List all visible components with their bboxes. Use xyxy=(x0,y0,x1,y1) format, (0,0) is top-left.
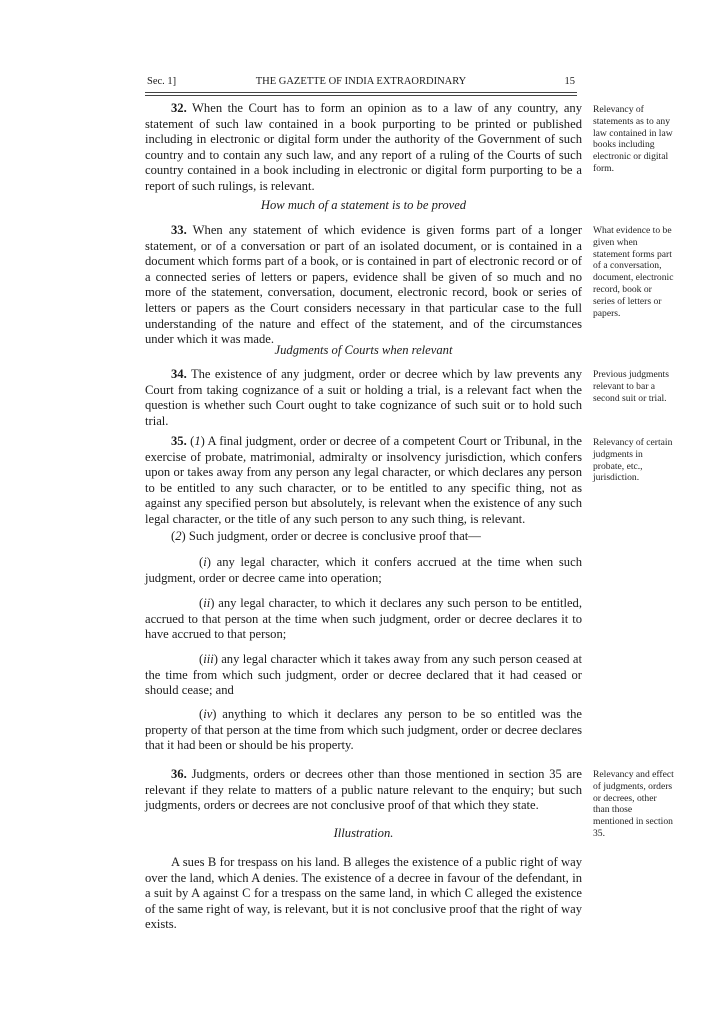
section-35: 35. (1) A final judgment, order or decree of a competent Court or Tribunal, in the exercise of probate, matrimonial, admiralty or insolvency jurisdiction, which confers upon or takes away from any person any legal character, or which declares any person to be entitled to any such character, or to be entitled to any specific thing, not as against any specified person but absolutely, is relevant when the existence of any such legal character, or the title of any such person to any such thing, is relevant. xyxy=(145,434,582,526)
section-34 xyxy=(145,367,582,429)
section-text: The existence of any judgment, order or decree which by law prevents any Court from taking cognizance of a suit or holding a trial, is a relevant fact when the question is whether such Court ought to take cognizance of such suit or to hold such trial. xyxy=(145,367,583,428)
section-36 xyxy=(145,767,582,814)
clause-label: iii xyxy=(203,652,214,666)
clause-label: ii xyxy=(203,596,211,610)
section-number: 33. xyxy=(171,223,187,237)
section-marker: Sec. 1] xyxy=(147,76,177,87)
illustration xyxy=(145,855,582,933)
clause-i: (i) any legal character, which it confers accrued at the time when such judgment, order or decree came into operation; xyxy=(145,555,582,585)
clause-label: i xyxy=(203,555,207,569)
margin-note-34: Previous judgments relevant to bar a second suit or trial. xyxy=(593,369,669,404)
gazette-title: THE GAZETTE OF INDIA EXTRAORDINARY xyxy=(255,76,467,87)
section-text: When the Court has to form an opinion as to a law of any country, any statement of such law contained in a book purporting to be printed or published including in electronic or digital form under the authority of the Government of such country and to contain any such law, and any report of a ruling of the Courts of such country contained in a book including in electronic or digital form purporting to be a report of such rulings, is relevant. xyxy=(145,101,582,193)
header-rule-bottom xyxy=(145,95,577,96)
heading-section-34: Judgments of Courts when relevant xyxy=(274,343,453,357)
subsection-number: 2 xyxy=(175,529,182,543)
clause-text: anything to which it declares any person to be so entitled was the property of that person at the time from which such judgment, order or decree declares that it had been or should be his property. xyxy=(145,707,582,753)
margin-note-35: Relevancy of certain judgments in probate, etc., jurisdiction. xyxy=(593,437,673,484)
section-text: A final judgment, order or decree of a competent Court or Tribunal, in the exercise of probate, matrimonial, admiralty or insolvency jurisdiction, which confers upon or takes away from any person any legal character, or which declares any person to be entitled to any such character, or to be entitled to any specific thing, not as against any specified person but absolutely, is relevant when the existence of any such legal character, or the title of any such person to any such thing, is relevant. xyxy=(145,434,582,526)
illustration-heading: Illustration. xyxy=(333,826,394,840)
clause-text: any legal character which it takes away from any such person ceased at the time from which such judgment, order or decree declared that it had ceased or should cease; and xyxy=(145,652,582,698)
section-text: Such judgment, order or decree is conclusive proof that— xyxy=(188,529,481,543)
heading-section-33: How much of a statement is to be proved xyxy=(260,198,467,212)
illustration-text: A sues B for trespass on his land. B alleges the existence of a public right of way over the land, which A denies. The existence of a decree in favour of the defendant, in a suit by A against C for a trespass on the same land, in which C alleged the existence of the same right of way, is relevant, but it is not conclusive proof that the right of way exists. xyxy=(145,855,582,932)
margin-note-32: Relevancy of statements as to any law contained in law books including electronic or digital form. xyxy=(593,104,673,174)
section-35-subsection-2: (2) Such judgment, order or decree is conclusive proof that— xyxy=(171,529,481,543)
page-number: 15 xyxy=(564,76,575,87)
clause-iv: (iv) anything to which it declares any person to be so entitled was the property of that person at the time from which such judgment, order or decree declares that it had been or should be his property. xyxy=(145,707,582,753)
section-number: 32. xyxy=(171,101,187,115)
clause-ii: (ii) any legal character, to which it declares any such person to be entitled, accrued to that person at the time when such judgment, order or decree declares it to have accrued to that person; xyxy=(145,596,583,642)
section-number: 36. xyxy=(171,767,187,781)
margin-note-36: Relevancy and effect of judgments, orders or decrees, other than those mentioned in section 35. xyxy=(593,769,674,839)
section-33 xyxy=(145,223,582,348)
margin-note-33: What evidence to be given when statement forms part of a conversation, document, electronic record, book or series of letters or papers. xyxy=(593,225,674,319)
section-number: 35. xyxy=(171,434,187,448)
subsection-number: 1 xyxy=(194,434,201,448)
clause-iii: (iii) any legal character which it takes away from any such person ceased at the time from which such judgment, order or decree declared that it had ceased or should cease; and xyxy=(145,652,582,698)
section-number: 34. xyxy=(171,367,187,381)
section-text: Judgments, orders or decrees other than those mentioned in section 35 are relevant if they relate to matters of a public nature relevant to the enquiry; but such judgments, orders or decrees are not conclusive proof of that which they state. xyxy=(145,767,583,813)
clause-text: any legal character, which it confers accrued at the time when such judgment, order or decree came into operation; xyxy=(145,555,582,585)
clause-label: iv xyxy=(203,707,213,721)
section-32 xyxy=(145,101,582,195)
header-rule-top xyxy=(145,92,577,93)
clause-text: any legal character, to which it declares any such person to be entitled, accrued to that person at the time when such judgment, order or decree declares it to have accrued to that person; xyxy=(145,596,583,642)
page-header xyxy=(147,76,575,92)
section-text: When any statement of which evidence is given forms part of a longer statement, or of a conversation or part of an isolated document, or is contained in a document which forms part of a book, or is contained in part of electronic record or of a connected series of letters or papers, evidence shall be given of so much and no more of the statement, conversation, document, electronic record, book or series of letters or papers as the Court considers necessary in that particular case to the full understanding of the nature and effect of the statement, and of the circumstances under which it was made. xyxy=(145,223,583,347)
